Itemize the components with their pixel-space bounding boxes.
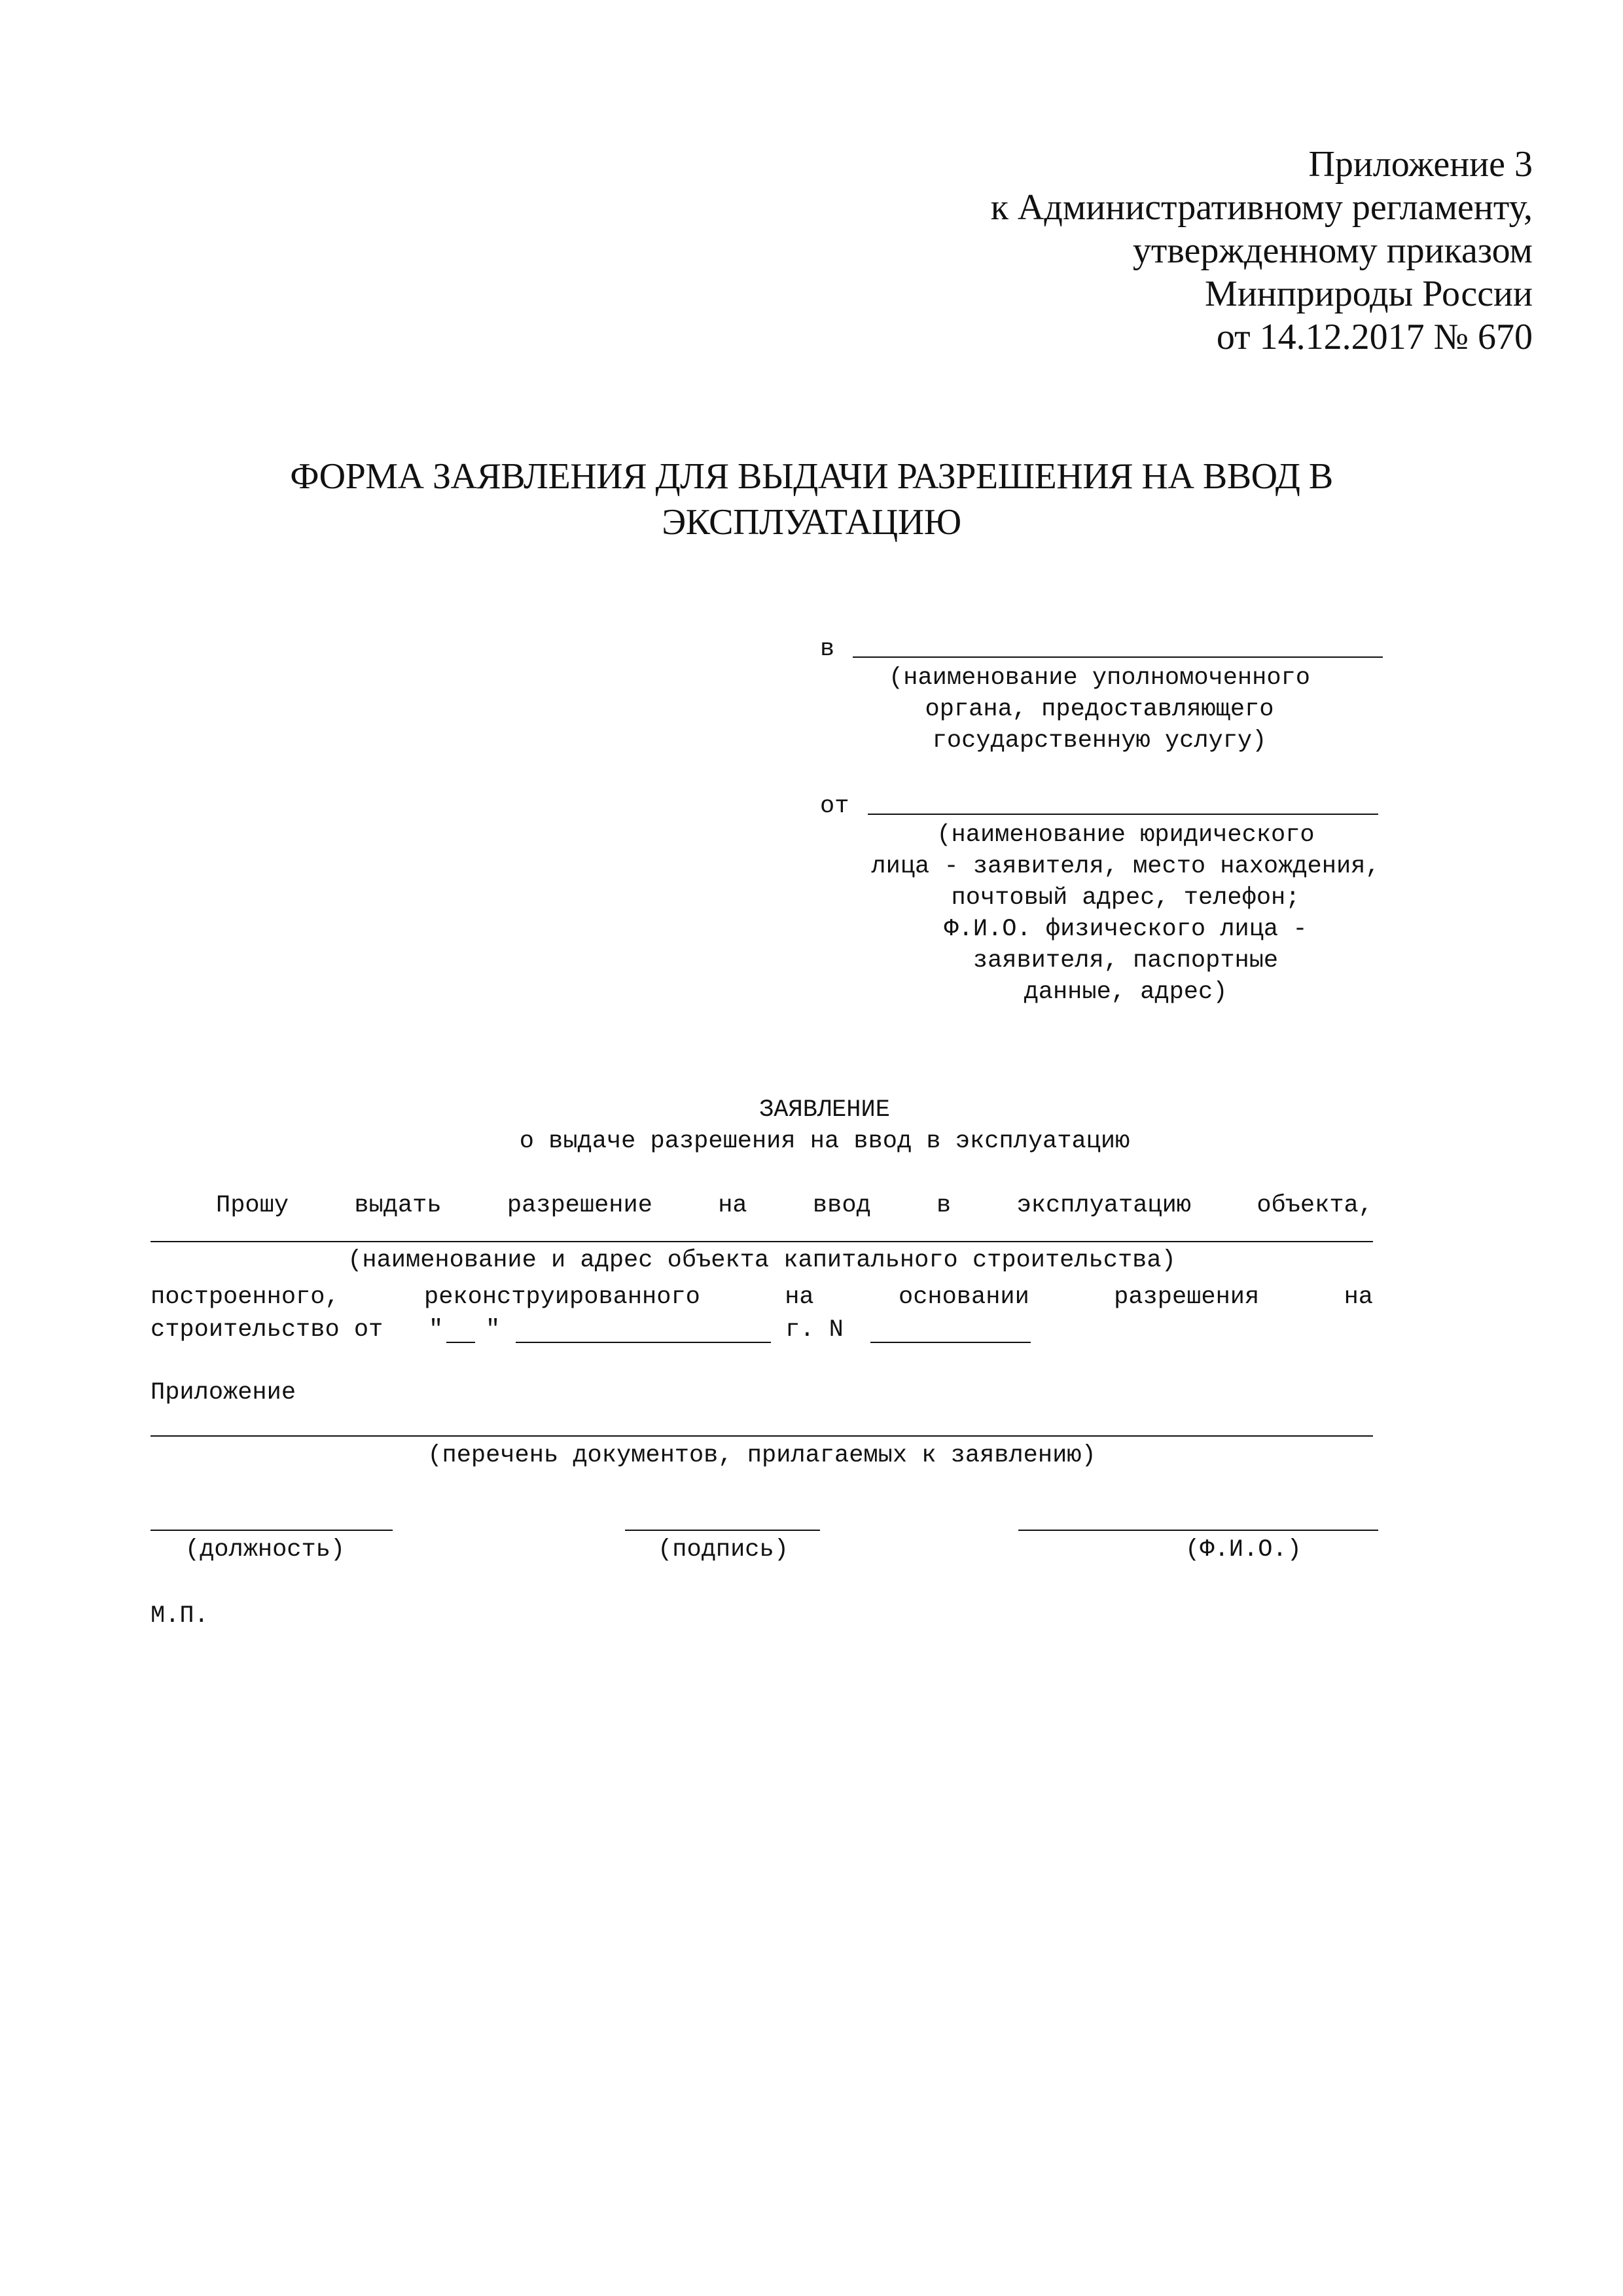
permit-number-field[interactable] <box>870 1342 1031 1343</box>
built-word: реконструированного <box>424 1283 700 1311</box>
from-prefix: от <box>820 793 849 820</box>
permit-number-label: г. N <box>785 1316 844 1344</box>
applicant-caption-4: Ф.И.О. физического лица - <box>944 916 1308 943</box>
attachment-list-field[interactable] <box>151 1435 1373 1437</box>
seal-mark: М.П. <box>151 1602 209 1630</box>
permit-quote-open: " <box>429 1316 444 1344</box>
authority-caption-2: органа, предоставляющего <box>925 696 1274 723</box>
built-word: основании <box>898 1283 1029 1311</box>
applicant-name-field[interactable] <box>868 814 1378 815</box>
applicant-caption-5: заявителя, паспортные <box>972 947 1279 975</box>
built-word: на <box>1344 1283 1373 1311</box>
permit-day-field[interactable] <box>446 1342 475 1343</box>
request-word: Прошу <box>216 1192 289 1219</box>
appendix-approved: утвержденному приказом <box>1132 230 1533 271</box>
full-name-caption: (Ф.И.О.) <box>1185 1536 1302 1564</box>
appendix-ministry: Минприроды России <box>1205 274 1533 314</box>
attachment-caption: (перечень документов, прилагаемых к заявлению) <box>427 1442 1096 1469</box>
permit-prefix: строительство от <box>151 1316 383 1344</box>
document-title-line2: ЭКСПЛУАТАЦИЮ <box>662 502 961 543</box>
request-word: ввод <box>812 1192 871 1219</box>
applicant-caption-3: почтовый адрес, телефон; <box>951 884 1300 912</box>
appendix-regulation: к Административному регламенту, <box>990 187 1533 228</box>
attachment-label: Приложение <box>151 1379 296 1407</box>
document-title-line1: ФОРМА ЗАЯВЛЕНИЯ ДЛЯ ВЫДАЧИ РАЗРЕШЕНИЯ НА ВВОД В <box>290 456 1333 497</box>
built-line <box>151 1282 1373 1313</box>
request-word: эксплуатацию <box>1016 1192 1192 1219</box>
signature-field[interactable] <box>625 1530 820 1531</box>
applicant-caption-1: (наименование юридического <box>936 821 1315 849</box>
authority-caption-3: государственную услугу) <box>932 727 1267 755</box>
full-name-field[interactable] <box>1018 1530 1378 1531</box>
built-word: разрешения <box>1114 1283 1260 1311</box>
position-field[interactable] <box>151 1530 393 1531</box>
appendix-number: Приложение 3 <box>1308 144 1533 185</box>
built-word: построенного, <box>151 1283 340 1311</box>
signature-caption: (подпись) <box>658 1536 789 1564</box>
request-word: выдать <box>354 1192 442 1219</box>
object-caption: (наименование и адрес объекта капитального строительства) <box>348 1247 1176 1274</box>
request-word: объекта, <box>1257 1192 1373 1219</box>
applicant-caption-6: данные, адрес) <box>1024 978 1228 1006</box>
permit-month-year-field[interactable] <box>516 1342 771 1343</box>
request-word: в <box>936 1192 952 1219</box>
object-name-field[interactable] <box>151 1241 1373 1242</box>
authority-name-field[interactable] <box>853 656 1383 658</box>
authority-caption-1: (наименование уполномоченного <box>889 664 1310 692</box>
request-word: разрешение <box>507 1192 652 1219</box>
request-line <box>216 1190 1373 1221</box>
applicant-caption-2: лица - заявителя, место нахождения, <box>871 853 1380 880</box>
appendix-order-date: от 14.12.2017 № 670 <box>1216 317 1533 357</box>
statement-subheading: о выдаче разрешения на ввод в эксплуатацию <box>519 1128 1130 1155</box>
permit-quote-close: " <box>486 1316 501 1344</box>
built-word: на <box>785 1283 814 1311</box>
position-caption: (должность) <box>185 1536 346 1564</box>
request-word: на <box>718 1192 747 1219</box>
statement-heading: ЗАЯВЛЕНИЕ <box>759 1096 890 1124</box>
to-prefix: в <box>820 636 835 663</box>
